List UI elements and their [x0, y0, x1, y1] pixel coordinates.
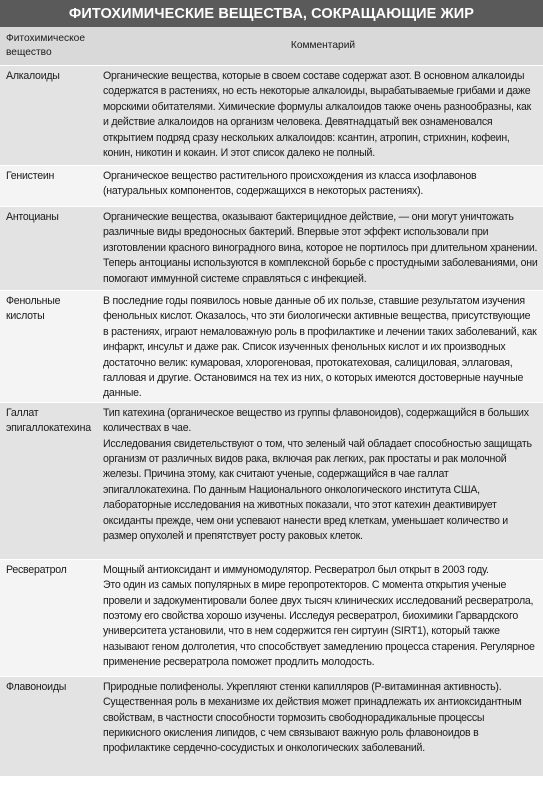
- row-name: Ресвератрол: [0, 559, 97, 676]
- row-comment: [97, 291, 543, 403]
- table-row: [0, 676, 543, 776]
- table-row: [0, 66, 543, 166]
- table-row: [0, 559, 543, 676]
- table-row: [0, 291, 543, 403]
- table-row: [0, 207, 543, 291]
- comment-paragraph: Органическое вещество растительного происхождения из класса изофлавонов (натуральных компонентов, содержащихся в некоторых растениях).: [103, 170, 477, 198]
- table-title: ФИТОХИМИЧЕСКИЕ ВЕЩЕСТВА, СОКРАЩАЮЩИЕ ЖИР: [0, 0, 543, 27]
- comment-paragraph: Исследования свидетельствуют о том, что зеленый чай обладает способностью защищать организм от различных видов рака, включая рак легких, рак простаты и рак молочной железы. Причина этому, как считают ученые, содержащийся в чае галлат эпигаллокатехина. По данным Национального онкологического института США, лабораторные исследования на животных показали, что этот катехин деактивирует оксиданты прежде, чем они успевают нанести вред клеткам, уменьшает количество и размер опухолей и препятствует росту раковых клеток.: [103, 437, 532, 543]
- row-comment: [97, 402, 543, 559]
- row-comment: [97, 207, 543, 291]
- comment-paragraph: В последние годы появилось новые данные об их пользе, ставшие результатом изучения фенольных кислот. Оказалось, что эти биологически активные вещества, присутствующие в растениях, играют немаловажную роль в профилактике и лечении таких заболеваний, как инфаркт, инсульт и даже рак. Список изученных фенольных кислот и их производных достаточно велик: кумаровая, хлорогеновая, протокатеховая, салициловая, эллаговая, галловая и другие. Остановимся на тех из них, о которых имеются достоверные научные данные.: [103, 295, 537, 400]
- table-header: [0, 27, 543, 66]
- column-header-comment: Комментарий: [97, 27, 543, 66]
- row-name: Флавоноиды: [0, 676, 97, 776]
- row-name: Антоцианы: [0, 207, 97, 291]
- row-comment: [97, 676, 543, 776]
- table-row: [0, 402, 543, 559]
- comment-paragraph: Органические вещества, которые в своем составе содержат азот. В основном алкалоиды содержатся в растениях, но есть некоторые алкалоиды, вырабатываемые грибами и даже морскими обитателями. Химические формулы алкалоидов также очень разнообразны, как и действие алкалоидов на организм человека. Девятнадцатый век ознаменовался открытием подряд сразу нескольких алкалоидов: ксантин, атропин, стрихнин, кофеин, конин, никотин и кокаин. И этот список далеко не полный.: [103, 70, 531, 160]
- row-comment: [97, 66, 543, 166]
- comment-paragraph: Органические вещества, оказывают бактерицидное действие, — они могут уничтожать различные виды вредоносных бактерий. Впервые этот эффект использовали при изготовлении красного виноградного вина, которое не портилось при длительном хранении. Теперь антоцианы используются в комплексной борьбе с простудными заболеваниями, они помогают иммунной системе справляться с инфекцией.: [103, 211, 538, 285]
- comment-paragraph: Существенная роль в механизме их действия может принадлежать их антиоксидантным свойствам, в частности способности тормозить свободнорадикальные процессы перикисного окисления липидов, с чем связывают важную роль флавоноидов в профилактике сердечно-сосудистых и онкологических заболеваний.: [103, 696, 522, 755]
- table-row: [0, 166, 543, 207]
- comment-paragraph: Тип катехина (органическое вещество из группы флавоноидов), содержащийся в больших количествах в чае.: [103, 406, 529, 435]
- header-row: [0, 27, 543, 66]
- phytochemicals-table: [0, 27, 543, 776]
- comment-paragraph: Это один из самых популярных в мире геропротекторов. С момента открытия ученые провели и задокументировали более двух тысяч клинических исследований ресвератрола, поэтому его свойства хорошо изучены. Исследуя ресвератрол, биохимики Гарвардского университета установили, что в нем содержится ген сиртуин (SIRT1), который также называют геном долголетия, что способствует замедлению процесса старения. Регулярное применение ресвератрола поможет продлить молодость.: [103, 579, 535, 669]
- row-comment: [97, 559, 543, 676]
- comment-paragraph: Мощный антиоксидант и иммуномодулятор. Ресвератрол был открыт в 2003 году.: [103, 563, 489, 576]
- comment-paragraph: Природные полифенолы. Укрепляют стенки капилляров (Р-витаминная активность).: [103, 680, 502, 693]
- table-body: [0, 66, 543, 776]
- column-header-name: Фитохимическое вещество: [0, 27, 97, 66]
- row-name: Галлат эпигаллокатехина: [0, 402, 97, 559]
- row-comment: [97, 166, 543, 207]
- row-name: Генистеин: [0, 166, 97, 207]
- row-name: Фенольные кислоты: [0, 291, 97, 403]
- row-name: Алкалоиды: [0, 66, 97, 166]
